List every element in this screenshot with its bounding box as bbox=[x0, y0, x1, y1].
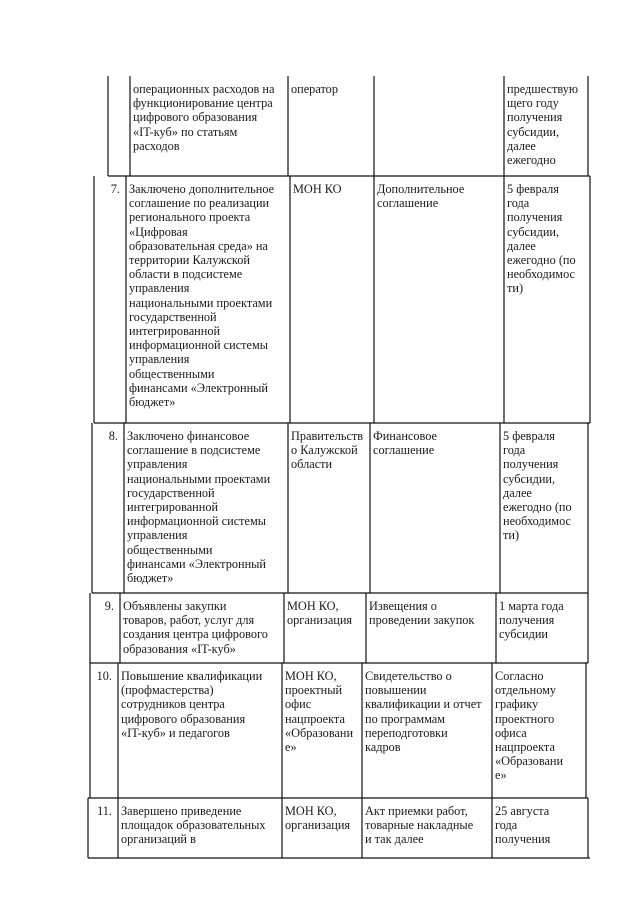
event-cell: Объявлены закупки товаров, работ, услуг для создания центра цифрового образования «IT-куб» bbox=[123, 599, 268, 656]
deadline-cell: Согласно отдельному графику проектного офиса нацпроекта «Образовани е» bbox=[495, 669, 564, 783]
document-cell: Свидетельство о повышении квалификации и отчет по программам переподготовки кадров bbox=[365, 669, 482, 755]
document-cell: Финансовое соглашение bbox=[373, 429, 438, 458]
row-number bbox=[108, 76, 130, 176]
deadline-cell: 25 августа года получения bbox=[495, 804, 551, 847]
deadline-cell: 5 февраля года получения субсидии, далее ежегодно (по необходимос ти) bbox=[507, 182, 576, 296]
event-cell: Повышение квалификации (профмастерства) сотрудников центра цифрового образования «IT-куб» и педагогов bbox=[121, 669, 263, 740]
document-cell: Акт приемки работ, товарные накладные и так далее bbox=[365, 804, 474, 847]
table-row bbox=[0, 663, 640, 798]
event-cell: операционных расходов на функционирование центра цифрового образования «IT-куб» по статьям расходов bbox=[133, 82, 275, 153]
row-number: 7. bbox=[110, 182, 120, 196]
document-cell: Извещения о проведении закупок bbox=[369, 599, 475, 628]
table-row bbox=[0, 798, 640, 858]
table-row bbox=[0, 76, 640, 176]
table-row bbox=[0, 176, 640, 423]
responsible-cell: МОН КО, организация bbox=[287, 599, 353, 628]
responsible-cell: МОН КО, проектный офис нацпроекта «Образовани е» bbox=[285, 669, 354, 755]
row-number: 11. bbox=[97, 804, 112, 818]
row-number: 10. bbox=[96, 669, 112, 683]
deadline-cell: 1 марта года получения субсидии bbox=[499, 599, 564, 642]
responsible-cell: МОН КО bbox=[293, 182, 342, 196]
row-number: 8. bbox=[108, 429, 118, 443]
deadline-cell: предшествую щего году получения субсидии, далее ежегодно bbox=[507, 82, 579, 168]
responsible-cell: МОН КО, организация bbox=[285, 804, 351, 833]
event-cell: Заключено дополнительное соглашение по реализации регионального проекта «Цифровая образовательная среда» на территории Калужской области в подсистеме управления национальными проектами государственной интегрированной информационной системы управления общественными финансами «Электронный бюджет» bbox=[129, 182, 275, 410]
deadline-cell: 5 февраля года получения субсидии, далее ежегодно (по необходимос ти) bbox=[503, 429, 572, 543]
row-number: 9. bbox=[104, 599, 114, 613]
document-cell bbox=[374, 76, 504, 176]
table-row bbox=[0, 423, 640, 593]
responsible-cell: оператор bbox=[291, 82, 338, 96]
event-cell: Заключено финансовое соглашение в подсистеме управления национальными проектами государственной интегрированной информационной системы управления общественными финансами «Электронный бюджет» bbox=[127, 429, 271, 586]
event-cell: Завершено приведение площадок образовательных организаций в bbox=[121, 804, 266, 847]
responsible-cell: Правительств о Калужской области bbox=[291, 429, 364, 472]
document-cell: Дополнительное соглашение bbox=[377, 182, 465, 211]
table-row bbox=[0, 593, 640, 663]
